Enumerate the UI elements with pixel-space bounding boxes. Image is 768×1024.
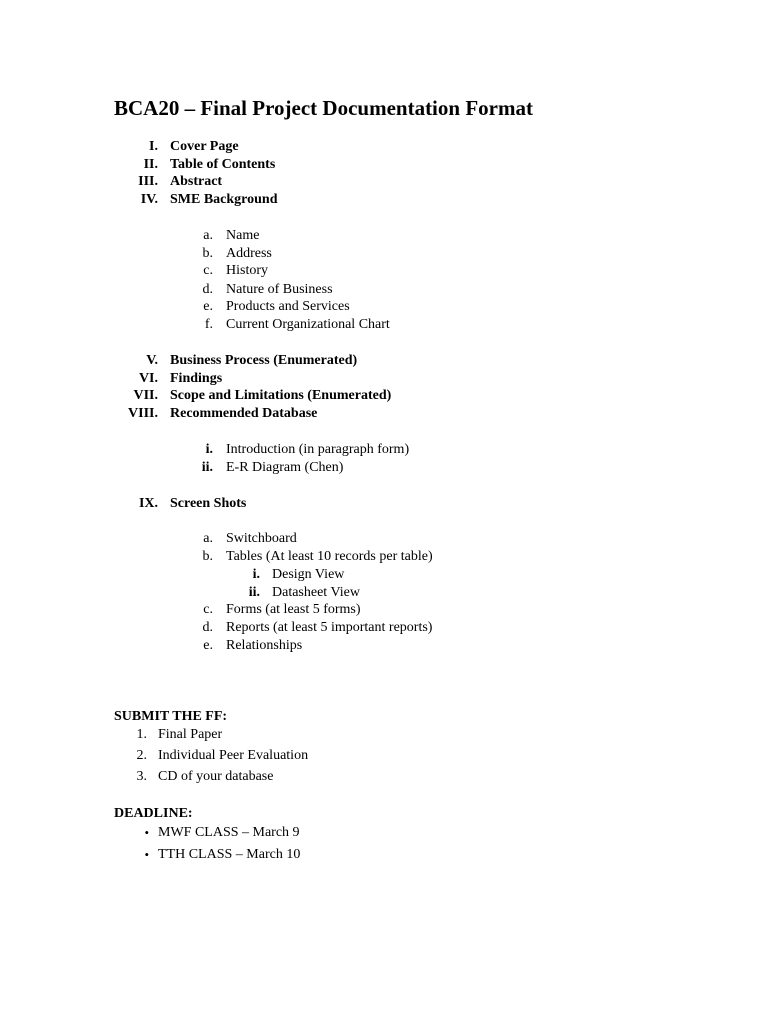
item-letter: b.: [202, 246, 213, 261]
item-letter: f.: [204, 317, 213, 332]
item-letter: e.: [203, 299, 213, 314]
item-label: E-R Diagram (Chen): [226, 460, 344, 475]
item-label: CD of your database: [158, 769, 274, 784]
section-label: Findings: [170, 371, 223, 386]
section-label: Scope and Limitations (Enumerated): [170, 388, 392, 403]
section-number: VIII.: [128, 406, 158, 421]
item-label: Name: [226, 228, 260, 243]
item-letter: c.: [203, 602, 213, 617]
item-label: Final Paper: [158, 727, 223, 742]
item-label: Nature of Business: [226, 282, 333, 297]
section-number: IV.: [140, 192, 158, 207]
section-number: I.: [149, 139, 158, 154]
section-number: III.: [138, 174, 158, 189]
section-number: II.: [143, 157, 158, 172]
item-numeral: ii.: [201, 460, 213, 475]
item-label: Design View: [272, 567, 345, 582]
item-letter: e.: [203, 638, 213, 653]
item-label: TTH CLASS – March 10: [158, 847, 301, 862]
item-letter: a.: [203, 531, 213, 546]
section-label: Table of Contents: [170, 157, 276, 172]
item-label: Relationships: [226, 638, 303, 653]
deadline-heading: DEADLINE:: [114, 806, 193, 821]
item-label: Individual Peer Evaluation: [158, 748, 309, 763]
item-numeral: ii.: [248, 585, 260, 600]
section-number: VI.: [138, 371, 158, 386]
item-label: History: [226, 263, 268, 278]
item-letter: c.: [203, 263, 213, 278]
submit-heading: SUBMIT THE FF:: [114, 709, 228, 724]
item-label: Datasheet View: [272, 585, 360, 600]
item-numeral: i.: [252, 567, 260, 582]
section-number: VII.: [133, 388, 158, 403]
section-label: Business Process (Enumerated): [170, 353, 358, 368]
item-number: 1.: [136, 727, 147, 742]
item-label: Tables (At least 10 records per table): [226, 549, 433, 564]
item-letter: b.: [202, 549, 213, 564]
item-letter: d.: [202, 620, 213, 635]
section-number: V.: [146, 353, 158, 368]
item-label: Introduction (in paragraph form): [226, 442, 410, 457]
item-label: Switchboard: [226, 531, 297, 546]
item-label: Products and Services: [226, 299, 350, 314]
item-label: Forms (at least 5 forms): [226, 602, 361, 617]
item-label: MWF CLASS – March 9: [158, 825, 300, 840]
section-label: Abstract: [170, 174, 223, 189]
item-numeral: i.: [205, 442, 213, 457]
item-letter: a.: [203, 228, 213, 243]
bullet-icon: •: [144, 825, 149, 840]
item-number: 3.: [136, 769, 147, 784]
section-label: Cover Page: [170, 139, 239, 154]
section-label: Screen Shots: [170, 496, 247, 511]
section-label: SME Background: [170, 192, 278, 207]
item-label: Current Organizational Chart: [226, 317, 390, 332]
item-letter: d.: [202, 282, 213, 297]
section-label: Recommended Database: [170, 406, 318, 421]
document-title: BCA20 – Final Project Documentation Format: [114, 96, 533, 120]
section-number: IX.: [138, 496, 158, 511]
item-label: Address: [226, 246, 272, 261]
item-label: Reports (at least 5 important reports): [226, 620, 433, 635]
bullet-icon: •: [144, 847, 149, 862]
item-number: 2.: [136, 748, 147, 763]
